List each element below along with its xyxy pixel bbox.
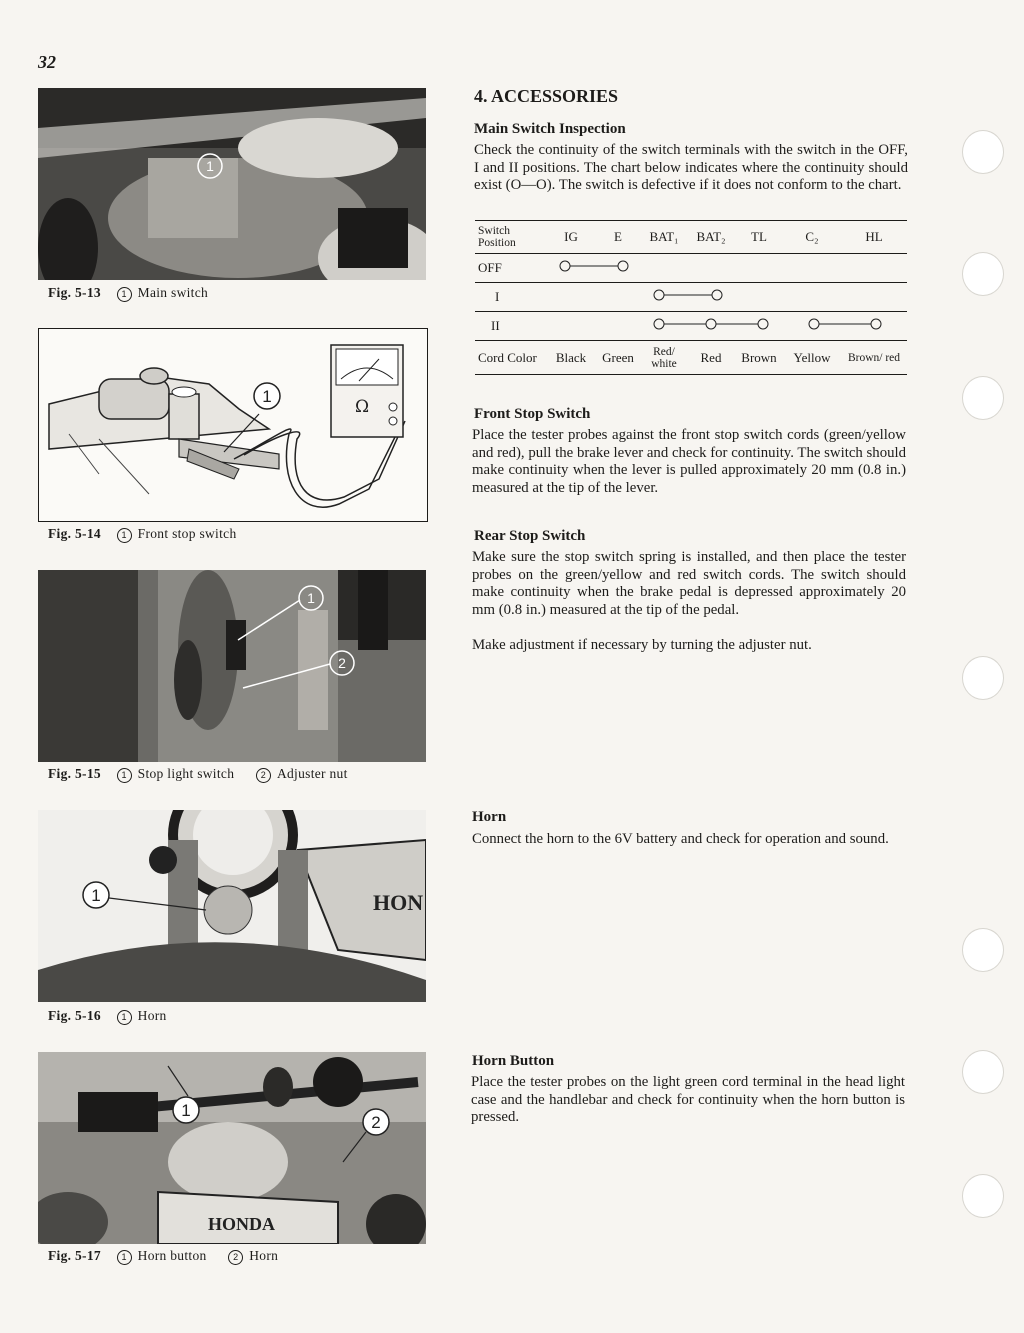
binder-hole	[962, 928, 1004, 972]
figure-5-16-caption	[48, 1008, 185, 1025]
figure-5-16-photo	[38, 810, 426, 1002]
photo-text: HONDA	[208, 1214, 275, 1234]
figure-5-15-photo	[38, 570, 426, 762]
callout-number: 1	[117, 287, 132, 302]
ohm-symbol: Ω	[354, 397, 370, 417]
continuity-mark	[641, 312, 783, 341]
binder-hole	[962, 656, 1004, 700]
figure-5-15-caption	[48, 766, 366, 783]
cord-color: Brown/ red	[847, 351, 901, 364]
binder-hole	[962, 252, 1004, 296]
callout-number: 1	[117, 528, 132, 543]
figure-5-17-photo	[38, 1052, 426, 1244]
horn-heading: Horn	[472, 809, 507, 825]
continuity-mark	[547, 254, 641, 283]
continuity-mark	[783, 312, 907, 341]
rear-stop-body: Make sure the stop switch spring is installed, and then place the tester probes on the green/yellow and red switch cords. The switch should make continuity when the brake pedal is depressed approximately 20 mm (0.8 in.) measured at the tip of the pedal.	[472, 549, 906, 618]
continuity-mark	[641, 283, 735, 312]
rear-stop-body-2: Make adjustment if necessary by turning the adjuster nut.	[472, 637, 812, 653]
svg-text:1: 1	[91, 886, 101, 905]
binder-hole	[962, 1174, 1004, 1218]
cord-color: Green	[602, 349, 634, 365]
svg-text:1: 1	[206, 158, 214, 174]
figure-label: Fig. 5-14	[48, 526, 101, 541]
diagram-callout: 1	[262, 387, 272, 406]
binder-hole	[962, 130, 1004, 174]
chart-col-e: E	[614, 229, 622, 244]
cord-color: Black	[555, 349, 587, 365]
continuity-chart	[475, 220, 907, 375]
binder-hole	[962, 376, 1004, 420]
figure-label: Fig. 5-15	[48, 766, 101, 781]
callout-number: 2	[228, 1250, 243, 1265]
chart-col-hl: HL	[865, 229, 883, 244]
chart-header-row	[475, 221, 907, 254]
cord-color: Brown	[741, 349, 777, 365]
figure-5-13-caption	[48, 285, 226, 302]
header-line: Position	[478, 237, 516, 249]
caption-item: Horn	[249, 1248, 279, 1263]
photo-text: HON	[373, 890, 424, 915]
header-line: Switch	[478, 225, 510, 237]
binder-hole	[962, 1050, 1004, 1094]
main-switch-body: Check the continuity of the switch terminals with the switch in the OFF, I and II positions. The chart below indicates where the continuity should exist (O—O). The switch is defective if it does not conform to the chart.	[474, 142, 908, 194]
chart-col-bat2: BAT₂	[696, 229, 726, 244]
callout-number: 1	[117, 1010, 132, 1025]
cord-color: Red	[700, 349, 722, 365]
caption-item: Horn button	[137, 1248, 207, 1263]
caption-item: Front stop switch	[137, 526, 237, 541]
caption-item: Main switch	[137, 285, 209, 300]
cord-color: Red/ white	[651, 345, 677, 370]
rear-stop-heading: Rear Stop Switch	[474, 528, 586, 544]
main-switch-heading: Main Switch Inspection	[474, 121, 626, 137]
figure-label: Fig. 5-16	[48, 1008, 101, 1023]
chart-col-ig: IG	[564, 229, 578, 244]
chart-row-label: Cord Color	[478, 349, 537, 365]
chart-row-off	[475, 254, 907, 283]
chart-row-ii	[475, 312, 907, 341]
figure-label: Fig. 5-17	[48, 1248, 101, 1263]
svg-text:1: 1	[181, 1101, 191, 1120]
chart-row-i	[475, 283, 907, 312]
caption-item: Adjuster nut	[276, 766, 348, 781]
chart-col-bat1: BAT₁	[649, 229, 679, 244]
front-stop-heading: Front Stop Switch	[474, 406, 591, 422]
chart-row-cord-color	[475, 341, 907, 375]
callout-number: 1	[117, 1250, 132, 1265]
front-stop-body: Place the tester probes against the front stop switch cords (green/yellow and red), pull the brake lever and check for continuity. The switch should make continuity when the lever is pulled approximately 20 mm (0.8 in.) measured at the tip of the lever.	[472, 427, 906, 496]
horn-button-heading: Horn Button	[472, 1053, 555, 1069]
svg-text:1: 1	[307, 590, 315, 606]
chart-row-label: OFF	[478, 260, 502, 275]
caption-item: Horn	[137, 1008, 167, 1023]
figure-5-14-caption	[48, 526, 255, 543]
figure-label: Fig. 5-13	[48, 285, 101, 300]
svg-text:2: 2	[371, 1113, 381, 1132]
figure-5-17-caption	[48, 1248, 296, 1265]
chart-row-label: II	[491, 318, 500, 333]
section-title: 4. ACCESSORIES	[474, 86, 619, 106]
svg-text:2: 2	[338, 655, 346, 671]
callout-number: 2	[256, 768, 271, 783]
figure-5-13-photo	[38, 88, 426, 280]
chart-row-label: I	[495, 289, 500, 304]
figure-5-14-diagram	[38, 328, 428, 522]
horn-body: Connect the horn to the 6V battery and check for operation and sound.	[472, 831, 889, 847]
chart-header-switch-position	[475, 221, 547, 254]
chart-col-c2: C₂	[805, 229, 819, 244]
page-number: 32	[38, 52, 56, 72]
cord-color: Yellow	[793, 349, 831, 365]
chart-col-tl: TL	[751, 229, 767, 244]
caption-item: Stop light switch	[137, 766, 235, 781]
callout-number: 1	[117, 768, 132, 783]
horn-button-body: Place the tester probes on the light green cord terminal in the head light case and the handlebar and check for continuity when the horn button is pressed.	[471, 1074, 905, 1126]
